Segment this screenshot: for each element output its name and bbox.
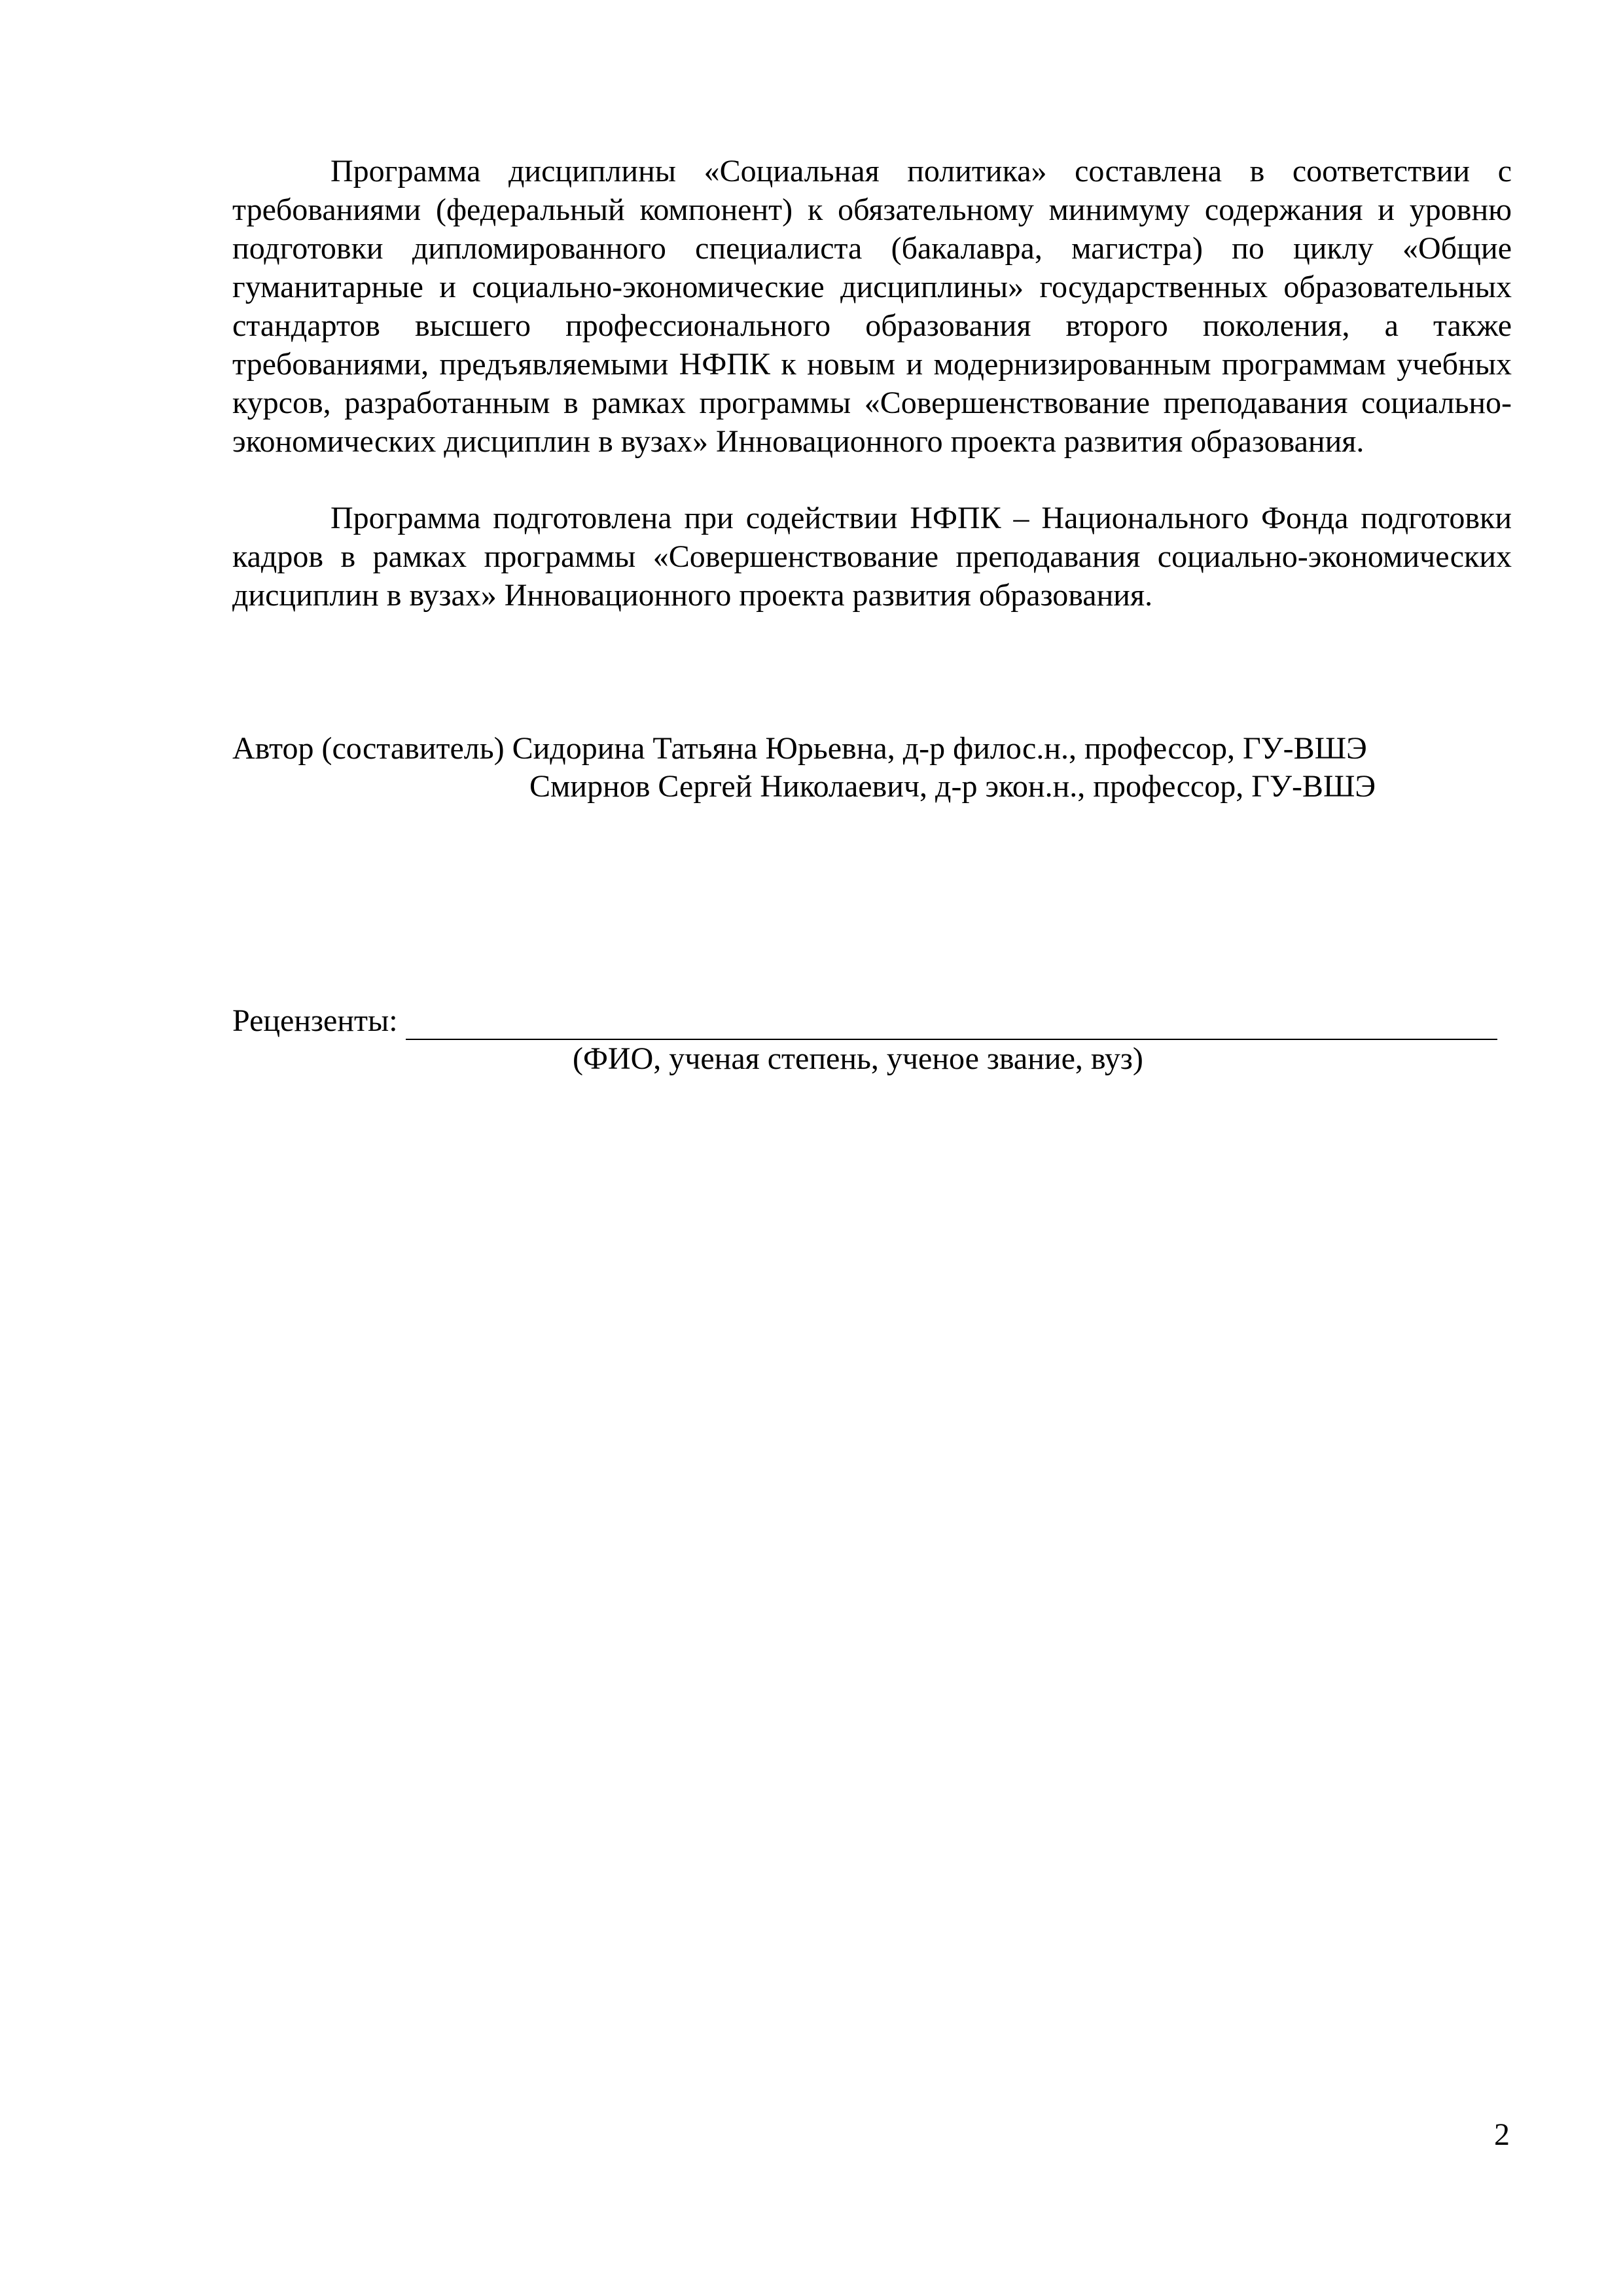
reviewers-blank-line: [406, 1007, 1497, 1040]
reviewers-label: Рецензенты:: [232, 1003, 398, 1038]
author-line-2: Смирнов Сергей Николаевич, д-р экон.н., профессор, ГУ-ВШЭ: [529, 769, 1376, 804]
page-number: 2: [1494, 2117, 1510, 2152]
page-content: [232, 152, 1512, 1078]
author-line-1: Автор (составитель) Сидорина Татьяна Юрьевна, д-р филос.н., профессор, ГУ-ВШЭ: [232, 731, 1367, 766]
intro-paragraph: Программа дисциплины «Социальная политика» составлена в соответствии с требованиями (федеральный компонент) к обязательному минимуму содержания и уровню подготовки дипломированного специалиста (бакалавра, магистра) по циклу «Общие гуманитарные и социально-экономические дисциплины» государственных образовательных стандартов высшего профессионального образования второго поколения, а также требованиями, предъявляемыми НФПК к новым и модернизированным программам учебных курсов, разработанным в рамках программы «Совершенствование преподавания социально-экономических дисциплин в вузах» Инновационного проекта развития образования.: [232, 154, 1512, 459]
reviewers-row: [232, 1002, 1512, 1040]
authors-block: [232, 730, 1512, 806]
support-paragraph: Программа подготовлена при содействии НФПК – Национального Фонда подготовки кадров в рамках программы «Совершенствование преподавания социально-экономических дисциплин в вузах» Инновационного проекта развития образования.: [232, 501, 1512, 613]
reviewers-hint: (ФИО, ученая степень, ученое звание, вуз): [573, 1041, 1143, 1076]
reviewers-block: [232, 1002, 1512, 1078]
